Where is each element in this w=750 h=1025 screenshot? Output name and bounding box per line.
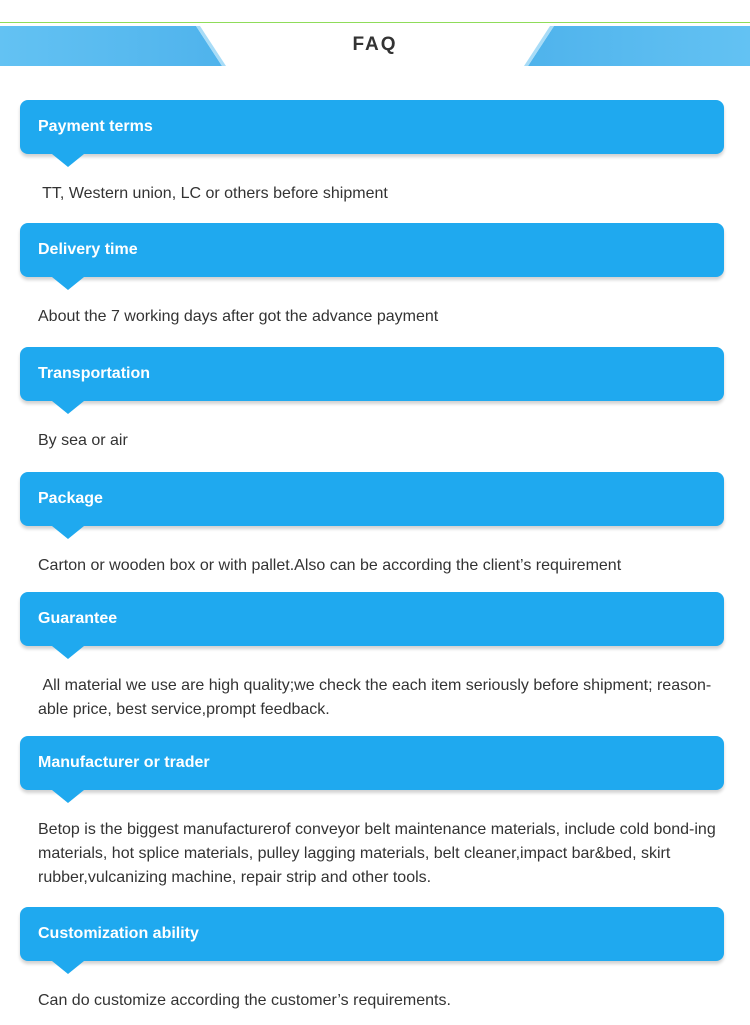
faq-question-payment-terms: [20, 100, 724, 154]
faq-answer-delivery-time: About the 7 working days after got the advance payment: [38, 308, 439, 325]
faq-answer-transportation: By sea or air: [38, 432, 128, 449]
faq-question-guarantee: [20, 592, 724, 646]
faq-answer-package: Carton or wooden box or with pallet.Also can be according the client’s requirement: [38, 557, 622, 574]
faq-answer-manufacturer-or-trader: Betop is the biggest manufacturerof conveyor belt maintenance materials, include cold bond-ing materials, hot splice materials, pulley lagging materials, belt cleaner,impact bar&bed, skirt rubber,vulcanizing machine, repair strip and other tools.: [38, 821, 716, 886]
faq-question-label: Delivery time: [38, 241, 138, 258]
faq-question-customization-ability: [20, 907, 724, 961]
faq-question-label: Customization ability: [38, 925, 199, 942]
faq-banner: [0, 0, 750, 70]
faq-question-transportation: [20, 347, 724, 401]
page-title: FAQ: [352, 34, 398, 55]
faq-question-manufacturer-or-trader: [20, 736, 724, 790]
faq-answer-customization-ability: Can do customize according the customer’s requirements.: [38, 992, 451, 1009]
faq-question-label: Transportation: [38, 365, 151, 382]
faq-answer-guarantee: All material we use are high quality;we check the each item seriously before shipment; reason-able price, best service,prompt feedback.: [38, 677, 712, 718]
faq-question-delivery-time: [20, 223, 724, 277]
banner-top-line: [0, 22, 750, 23]
faq-question-label: Payment terms: [38, 118, 153, 135]
faq-question-label: Package: [38, 490, 103, 507]
faq-question-label: Guarantee: [38, 610, 118, 627]
faq-question-package: [20, 472, 724, 526]
faq-answer-payment-terms: TT, Western union, LC or others before shipment: [38, 185, 388, 202]
faq-question-label: Manufacturer or trader: [38, 754, 210, 771]
